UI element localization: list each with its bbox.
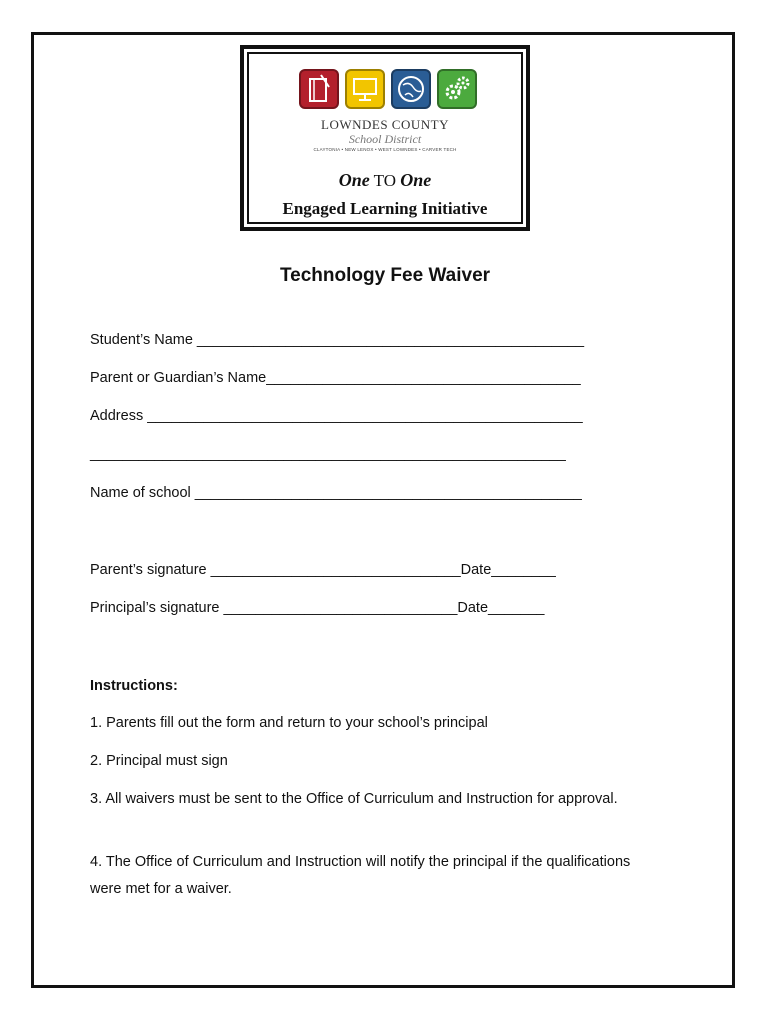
tagline-one: One — [338, 170, 370, 190]
principal-signature-field[interactable]: Principal’s signature _____________________________Date_______ — [90, 600, 545, 616]
tagline-to: TO — [373, 171, 397, 190]
instruction-item: 1. Parents fill out the form and return to your school’s principal — [90, 715, 488, 731]
book-icon — [299, 69, 339, 109]
parent-name-field[interactable]: Parent or Guardian’s Name_______________________________________ — [90, 370, 581, 386]
logo-tiles — [299, 69, 479, 113]
monitor-icon — [345, 69, 385, 109]
document-title: Technology Fee Waiver — [279, 265, 491, 286]
instruction-item: 2. Principal must sign — [90, 753, 228, 769]
student-name-field[interactable]: Student’s Name ________________________________________________ — [90, 332, 585, 348]
instruction-item: 3. All waivers must be sent to the Office of Curriculum and Instruction for approval. — [90, 791, 618, 807]
one-to-one-tagline — [249, 170, 521, 191]
tagline-one-2: One — [400, 170, 432, 190]
address-field[interactable]: Address ______________________________________________________ — [90, 408, 583, 424]
district-logo — [240, 45, 530, 231]
school-name-field[interactable]: Name of school ________________________________________________ — [90, 485, 582, 501]
parent-signature-field[interactable]: Parent’s signature _______________________________Date________ — [90, 562, 556, 578]
address-line-2-field[interactable]: ___________________________________________________________ — [90, 446, 566, 462]
logo-inner — [247, 52, 523, 224]
instructions-heading: Instructions: — [90, 678, 178, 694]
gears-icon — [437, 69, 477, 109]
district-name: LOWNDES COUNTY — [321, 117, 449, 132]
globe-icon — [391, 69, 431, 109]
instruction-item: 4. The Office of Curriculum and Instruction will notify the principal if the qualifications were met for a waiver. — [90, 854, 631, 897]
district-cities: CLAYTONIA • NEW LENOX • WEST LOWNDES • CARVER TECH — [313, 147, 457, 152]
district-subtitle: School District — [348, 132, 422, 146]
initiative-name: Engaged Learning Initiative — [282, 199, 488, 218]
